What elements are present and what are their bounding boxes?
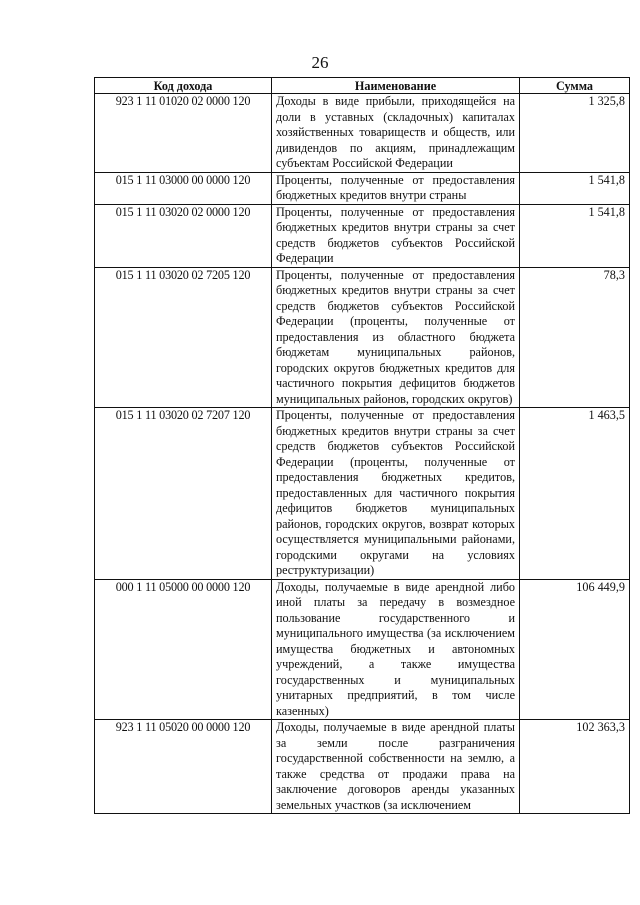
income-code-cell: 923 1 11 01020 02 0000 120: [95, 94, 272, 173]
income-amount-cell: 102 363,3: [520, 720, 630, 814]
income-amount-cell: 1 541,8: [520, 172, 630, 204]
header-name: Наименование: [272, 78, 520, 94]
income-amount-cell: 78,3: [520, 267, 630, 408]
income-amount-cell: 1 541,8: [520, 204, 630, 267]
income-name-cell: Проценты, полученные от предоставления бюджетных кредитов внутри страны за счет средств бюджетов субъектов Российской Федерации (проценты, полученные от предоставления из областного бюджета бюджетам муниципальных районов, городских округов бюджетных кредитов для частичного покрытия дефицитов бюджетов муниципальных районов, городских округов): [272, 267, 520, 408]
table-row: [95, 720, 630, 814]
header-code: Код дохода: [95, 78, 272, 94]
table-header: [95, 78, 630, 94]
income-name-cell: Доходы, получаемые в виде арендной либо иной платы за передачу в возмездное пользование государственного и муниципального имущества (за исключением имущества бюджетных и автономных учреждений, а также имущества государственных и муниципальных унитарных предприятий, в том числе казенных): [272, 579, 520, 720]
income-name-cell: Доходы в виде прибыли, приходящейся на доли в уставных (складочных) капиталах хозяйственных товариществ и обществ, или дивидендов по акциям, принадлежащим субъектам Российской Федерации: [272, 94, 520, 173]
table-row: [95, 579, 630, 720]
header-amount: Сумма: [520, 78, 630, 94]
table-row: [95, 267, 630, 408]
income-code-cell: 015 1 11 03020 02 0000 120: [95, 204, 272, 267]
table-row: [95, 172, 630, 204]
table-row: [95, 94, 630, 173]
income-amount-cell: 106 449,9: [520, 579, 630, 720]
page-number: 26: [311, 53, 329, 72]
income-code-cell: 000 1 11 05000 00 0000 120: [95, 579, 272, 720]
income-name-cell: Проценты, полученные от предоставления бюджетных кредитов внутри страны за счет средств бюджетов субъектов Российской Федерации: [272, 204, 520, 267]
income-name-cell: Проценты, полученные от предоставления бюджетных кредитов внутри страны за счет средств бюджетов субъектов Российской Федерации (проценты, полученные от предоставления бюджетных кредитов, предоставленных для частичного покрытия дефицитов бюджетов муниципальных районов, городских округов, возврат которых осуществляется муниципальными районами, городскими округами на условиях реструктуризации): [272, 408, 520, 580]
income-name-cell: Проценты, полученные от предоставления бюджетных кредитов внутри страны: [272, 172, 520, 204]
income-code-cell: 015 1 11 03020 02 7205 120: [95, 267, 272, 408]
income-name-cell: Доходы, получаемые в виде арендной платы за земли после разграничения государственной собственности на землю, а также средства от продажи права на заключение договоров аренды указанных земельных участков (за исключением: [272, 720, 520, 814]
income-code-cell: 015 1 11 03000 00 0000 120: [95, 172, 272, 204]
income-table: [94, 77, 630, 814]
income-code-cell: 015 1 11 03020 02 7207 120: [95, 408, 272, 580]
table-body: [95, 94, 630, 814]
header-row: [95, 78, 630, 94]
income-amount-cell: 1 325,8: [520, 94, 630, 173]
income-code-cell: 923 1 11 05020 00 0000 120: [95, 720, 272, 814]
income-amount-cell: 1 463,5: [520, 408, 630, 580]
table-row: [95, 204, 630, 267]
table-row: [95, 408, 630, 580]
